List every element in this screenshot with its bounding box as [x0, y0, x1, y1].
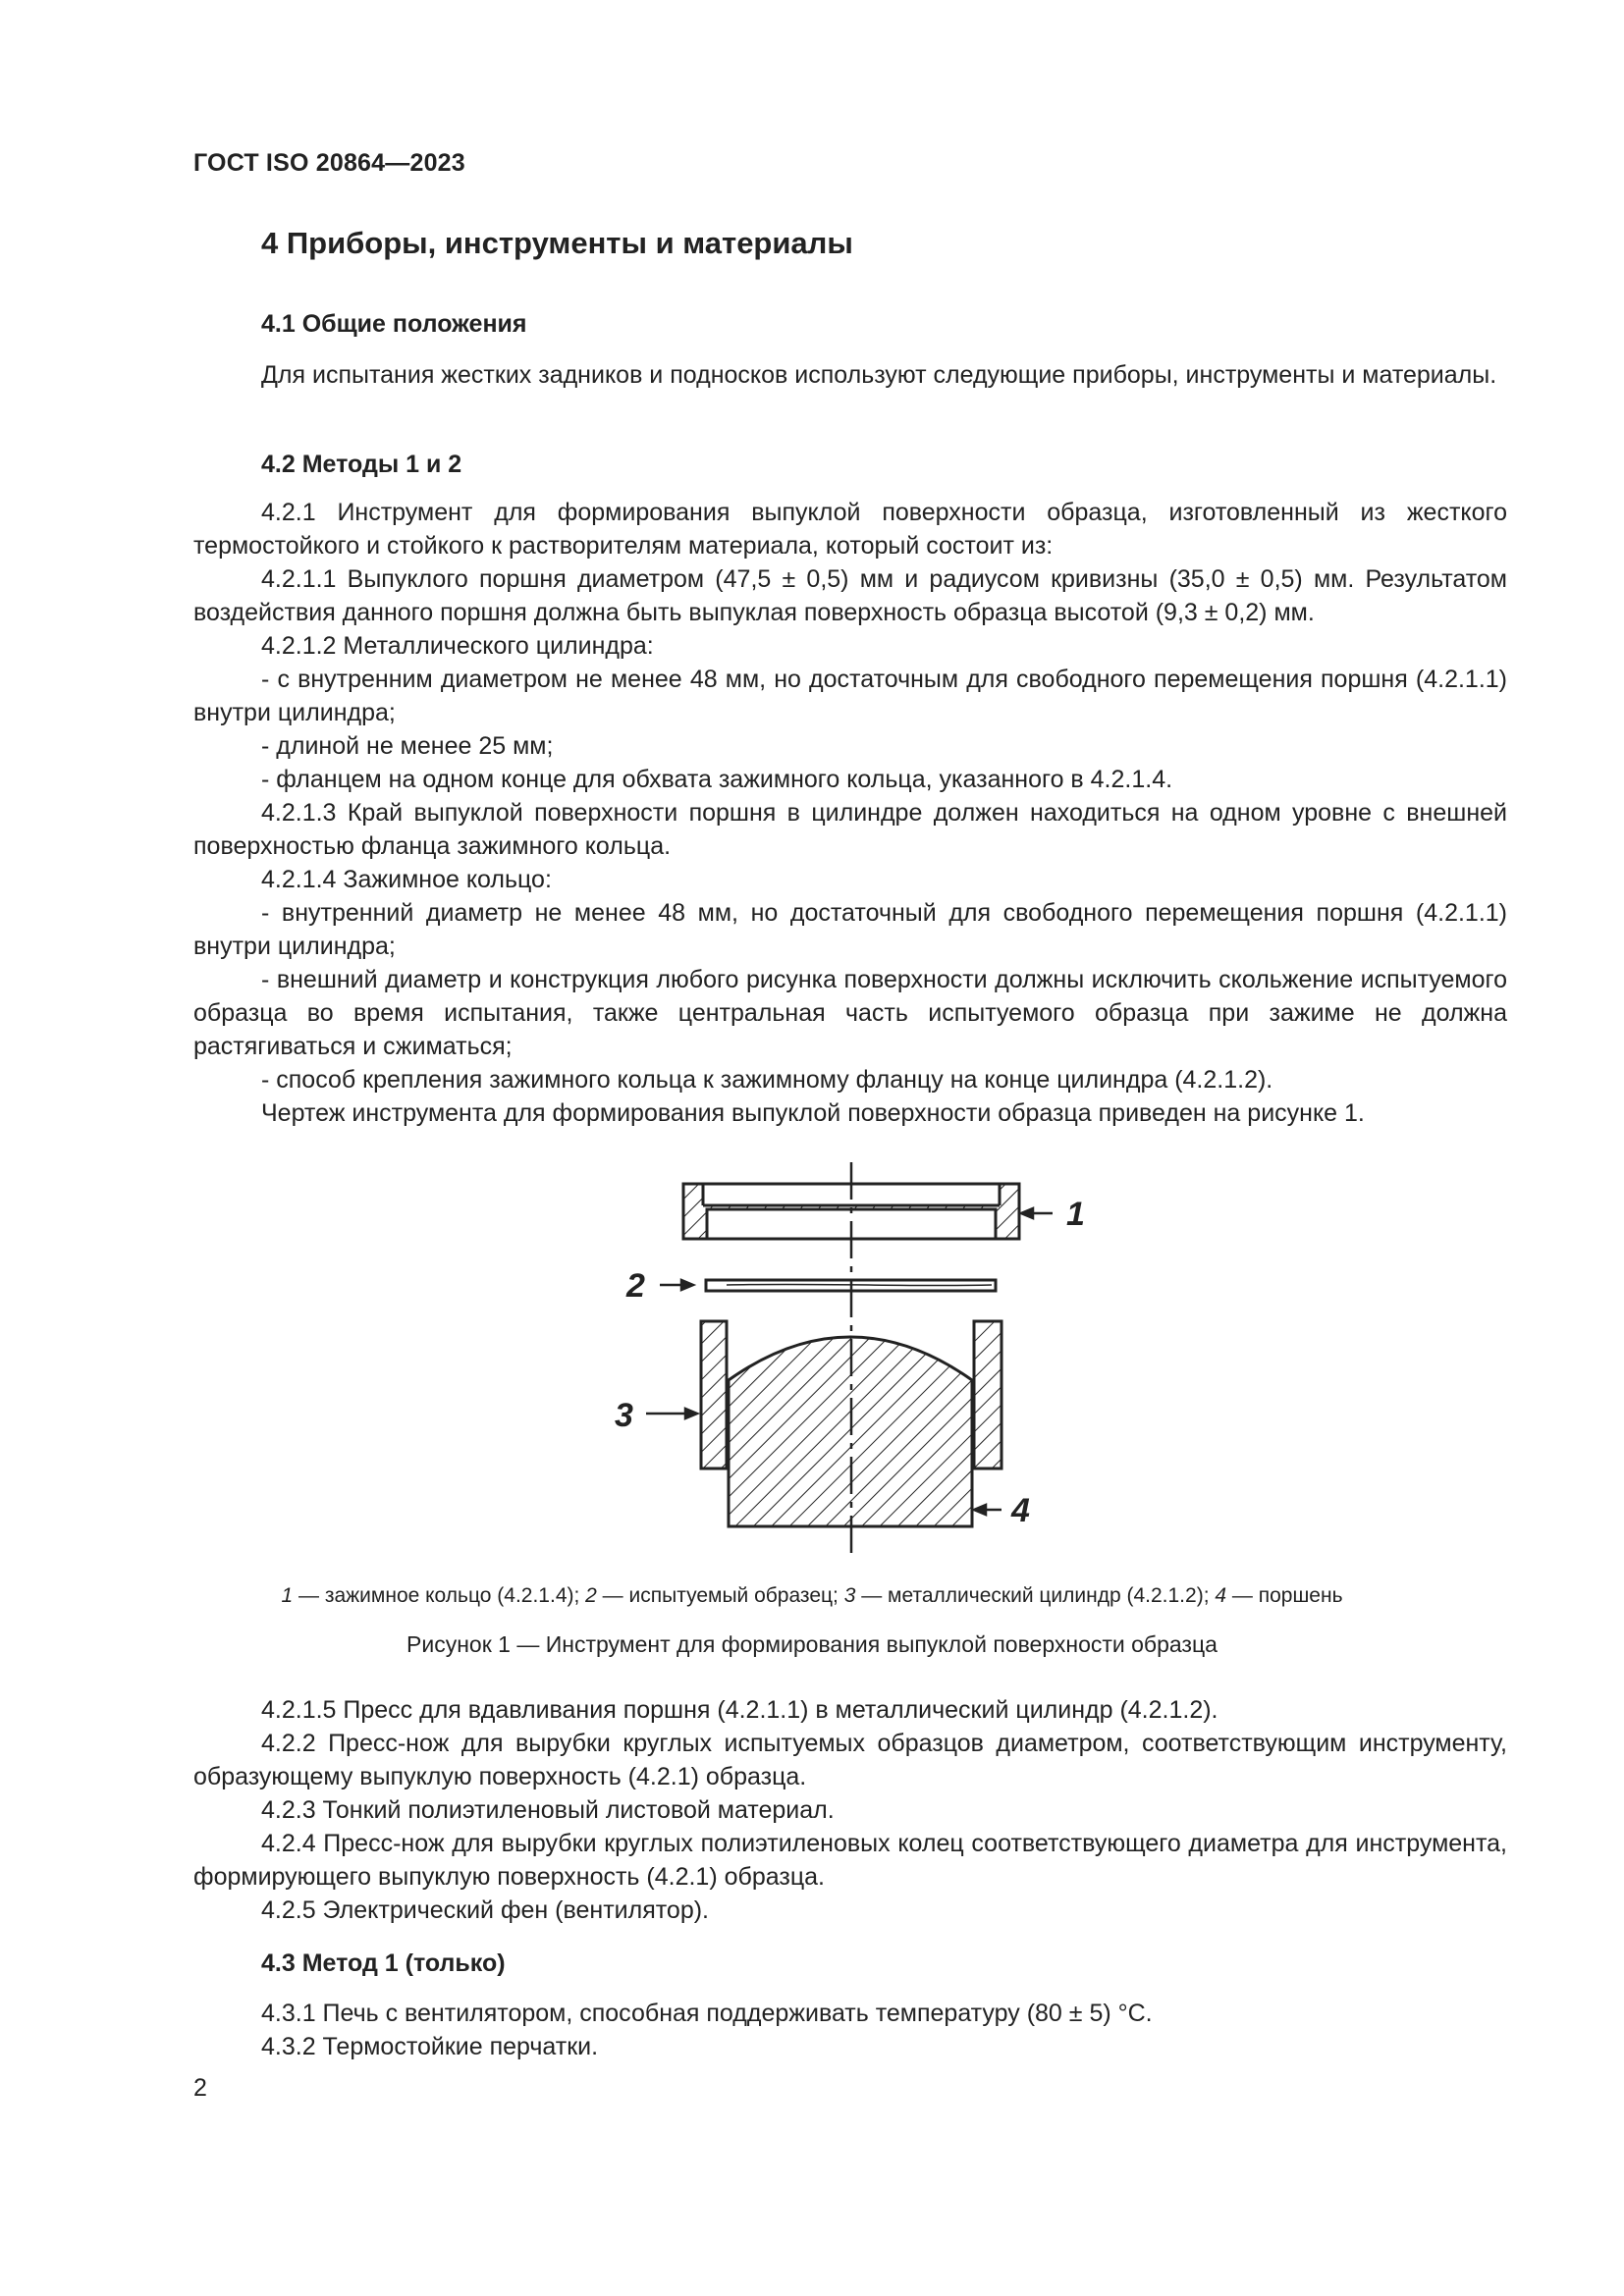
list-item: - фланцем на одном конце для обхвата зажимного кольца, указанного в 4.2.1.4.	[261, 766, 1173, 793]
paragraph: 4.2.1.4 Зажимное кольцо:	[261, 866, 552, 893]
figure-caption: Рисунок 1 — Инструмент для формирования выпуклой поверхности образца	[406, 1631, 1218, 1657]
figure-key-number: 3	[843, 1584, 856, 1607]
figure-key-text: — поршень	[1226, 1584, 1343, 1607]
paragraph: 4.2.1.3 Край выпуклой поверхности поршня в цилиндре должен находиться на одном уровне с внешней поверхностью фланца зажимного кольца.	[193, 799, 1507, 860]
list-item: - длиной не менее 25 мм;	[261, 732, 554, 760]
paragraph: 4.2.1.5 Пресс для вдавливания поршня (4.2.1.1) в металлический цилиндр (4.2.1.2).	[261, 1696, 1218, 1724]
paragraph: Для испытания жестких задников и подносков используют следующие приборы, инструменты и материалы.	[261, 361, 1497, 389]
paragraph: 4.2.2 Пресс-нож для вырубки круглых испытуемых образцов диаметром, соответствующим инструменту, образующему выпуклую поверхность (4.2.1) образца.	[193, 1730, 1507, 1790]
paragraph: 4.3.2 Термостойкие перчатки.	[261, 2033, 599, 2060]
subsection-title-4-3: 4.3 Метод 1 (только)	[261, 1949, 506, 1977]
list-item: - способ крепления зажимного кольца к зажимному фланцу на конце цилиндра (4.2.1.2).	[261, 1066, 1273, 1094]
figure-key-number: 2	[585, 1584, 597, 1607]
figure-key-text: — испытуемый образец;	[596, 1584, 844, 1607]
page-number: 2	[193, 2074, 207, 2102]
list-item: - внутренний диаметр не менее 48 мм, но достаточный для свободного перемещения поршня (4.2.1.1) внутри цилиндра;	[193, 899, 1507, 960]
subsection-title-4-2: 4.2 Методы 1 и 2	[261, 451, 462, 478]
paragraph: Чертеж инструмента для формирования выпуклой поверхности образца приведен на рисунке 1.	[261, 1099, 1365, 1127]
callout-label-3: 3	[615, 1397, 633, 1434]
document-id-header: ГОСТ ISO 20864—2023	[193, 149, 465, 177]
list-item: - внешний диаметр и конструкция любого рисунка поверхности должны исключить скольжение испытуемого образца во время испытания, также центральная часть испытуемого образца при зажиме не должна растягиваться и сжиматься;	[193, 966, 1507, 1060]
figure-key	[0, 1584, 1624, 1608]
figure-key-text: — металлический цилиндр (4.2.1.2);	[855, 1584, 1216, 1607]
callout-label-2: 2	[626, 1267, 645, 1305]
figure-key-number: 1	[281, 1584, 294, 1607]
paragraph: 4.2.1 Инструмент для формирования выпуклой поверхности образца, изготовленный из жесткого термостойкого и стойкого к растворителям материала, который состоит из:	[193, 499, 1507, 560]
paragraph: 4.2.4 Пресс-нож для вырубки круглых полиэтиленовых колец соответствующего диаметра для инструмента, формирующего выпуклую поверхность (4.2.1) образца.	[193, 1830, 1507, 1891]
paragraph: 4.2.3 Тонкий полиэтиленовый листовой материал.	[261, 1796, 835, 1824]
paragraph: 4.2.1.1 Выпуклого поршня диаметром (47,5 ± 0,5) мм и радиусом кривизны (35,0 ± 0,5) мм. Результатом воздействия данного поршня должна быть выпуклая поверхность образца высотой (9,3 ± 0,2) мм.	[193, 565, 1507, 626]
paragraph: 4.3.1 Печь с вентилятором, способная поддерживать температуру (80 ± 5) °C.	[261, 2000, 1153, 2027]
callout-label-1: 1	[1066, 1196, 1085, 1233]
callout-label-4: 4	[1011, 1492, 1030, 1529]
list-item: - с внутренним диаметром не менее 48 мм, но достаточным для свободного перемещения поршня (4.2.1.1) внутри цилиндра;	[193, 666, 1507, 726]
paragraph: 4.2.1.2 Металлического цилиндра:	[261, 632, 654, 660]
paragraph: 4.2.5 Электрический фен (вентилятор).	[261, 1896, 710, 1924]
subsection-title-4-1: 4.1 Общие положения	[261, 310, 527, 338]
figure-1-drawing	[589, 1148, 1100, 1561]
section-title: 4 Приборы, инструменты и материалы	[261, 226, 853, 260]
figure-key-number: 4	[1215, 1584, 1227, 1607]
figure-key-text: — зажимное кольцо (4.2.1.4);	[293, 1584, 586, 1607]
